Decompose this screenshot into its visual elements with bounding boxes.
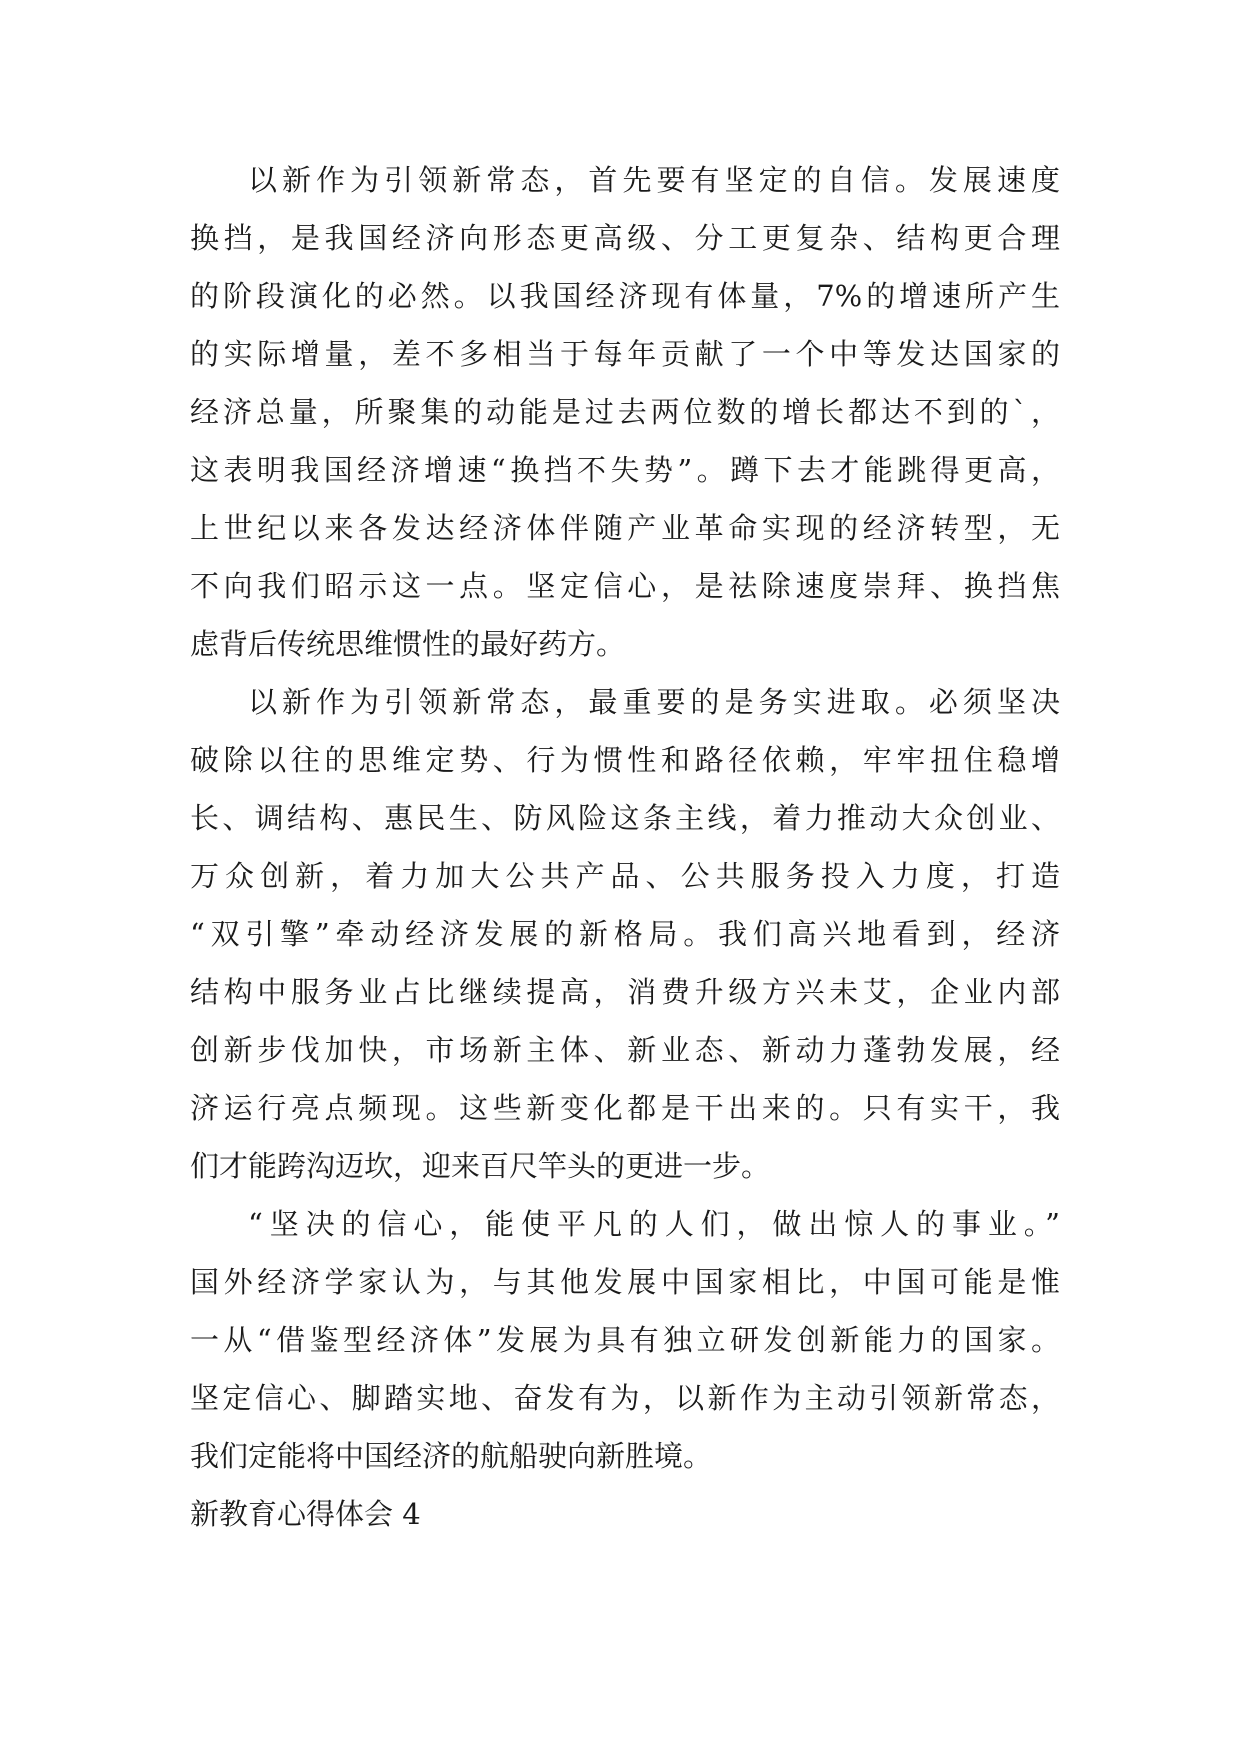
paragraph-line: 经济总量，所聚集的动能是过去两位数的增长都达不到的`， [190, 395, 1060, 429]
paragraph-line: 国外经济学家认为，与其他发展中国家相比，中国可能是惟 [190, 1265, 1060, 1299]
section-heading: 新教育心得体会 4 [190, 1497, 421, 1531]
paragraph-1 [190, 151, 1060, 673]
paragraph-line: 换挡，是我国经济向形态更高级、分工更复杂、结构更合理 [190, 221, 1060, 255]
paragraph-2 [190, 673, 1060, 1195]
paragraph-line: 我们定能将中国经济的航船驶向新胜境。 [190, 1439, 713, 1473]
paragraph-line: 以新作为引领新常态，最重要的是务实进取。必须坚决 [248, 685, 1060, 719]
document-body [190, 151, 1060, 1543]
paragraph-line: 虑背后传统思维惯性的最好药方。 [190, 627, 626, 661]
paragraph-line: 坚定信心、脚踏实地、奋发有为，以新作为主动引领新常态， [190, 1381, 1060, 1415]
paragraph-line: 以新作为引领新常态，首先要有坚定的自信。发展速度 [248, 163, 1060, 197]
paragraph-line: 一从“借鉴型经济体”发展为具有独立研发创新能力的国家。 [190, 1323, 1060, 1357]
paragraph-line: 创新步伐加快，市场新主体、新业态、新动力蓬勃发展，经 [190, 1033, 1060, 1067]
paragraph-line: 上世纪以来各发达经济体伴随产业革命实现的经济转型，无 [190, 511, 1060, 545]
paragraph-line: 的实际增量，差不多相当于每年贡献了一个中等发达国家的 [190, 337, 1060, 371]
paragraph-line: 万众创新，着力加大公共产品、公共服务投入力度，打造 [190, 859, 1060, 893]
paragraph-line: 这表明我国经济增速“换挡不失势”。蹲下去才能跳得更高， [190, 453, 1060, 487]
paragraph-line: 破除以往的思维定势、行为惯性和路径依赖，牢牢扭住稳增 [190, 743, 1060, 777]
paragraph-line: 济运行亮点频现。这些新变化都是干出来的。只有实干，我 [190, 1091, 1060, 1125]
paragraph-line: “坚决的信心，能使平凡的人们，做出惊人的事业。” [248, 1207, 1060, 1241]
paragraph-line: 不向我们昭示这一点。坚定信心，是祛除速度崇拜、换挡焦 [190, 569, 1060, 603]
paragraph-line: 结构中服务业占比继续提高，消费升级方兴未艾，企业内部 [190, 975, 1060, 1009]
paragraph-line: 们才能跨沟迈坎，迎来百尺竿头的更进一步。 [190, 1149, 771, 1183]
paragraph-line: “双引擎”牵动经济发展的新格局。我们高兴地看到，经济 [190, 917, 1060, 951]
paragraph-3 [190, 1195, 1060, 1485]
paragraph-line: 长、调结构、惠民生、防风险这条主线，着力推动大众创业、 [190, 801, 1060, 835]
paragraph-line: 的阶段演化的必然。以我国经济现有体量，7%的增速所产生 [190, 279, 1060, 313]
